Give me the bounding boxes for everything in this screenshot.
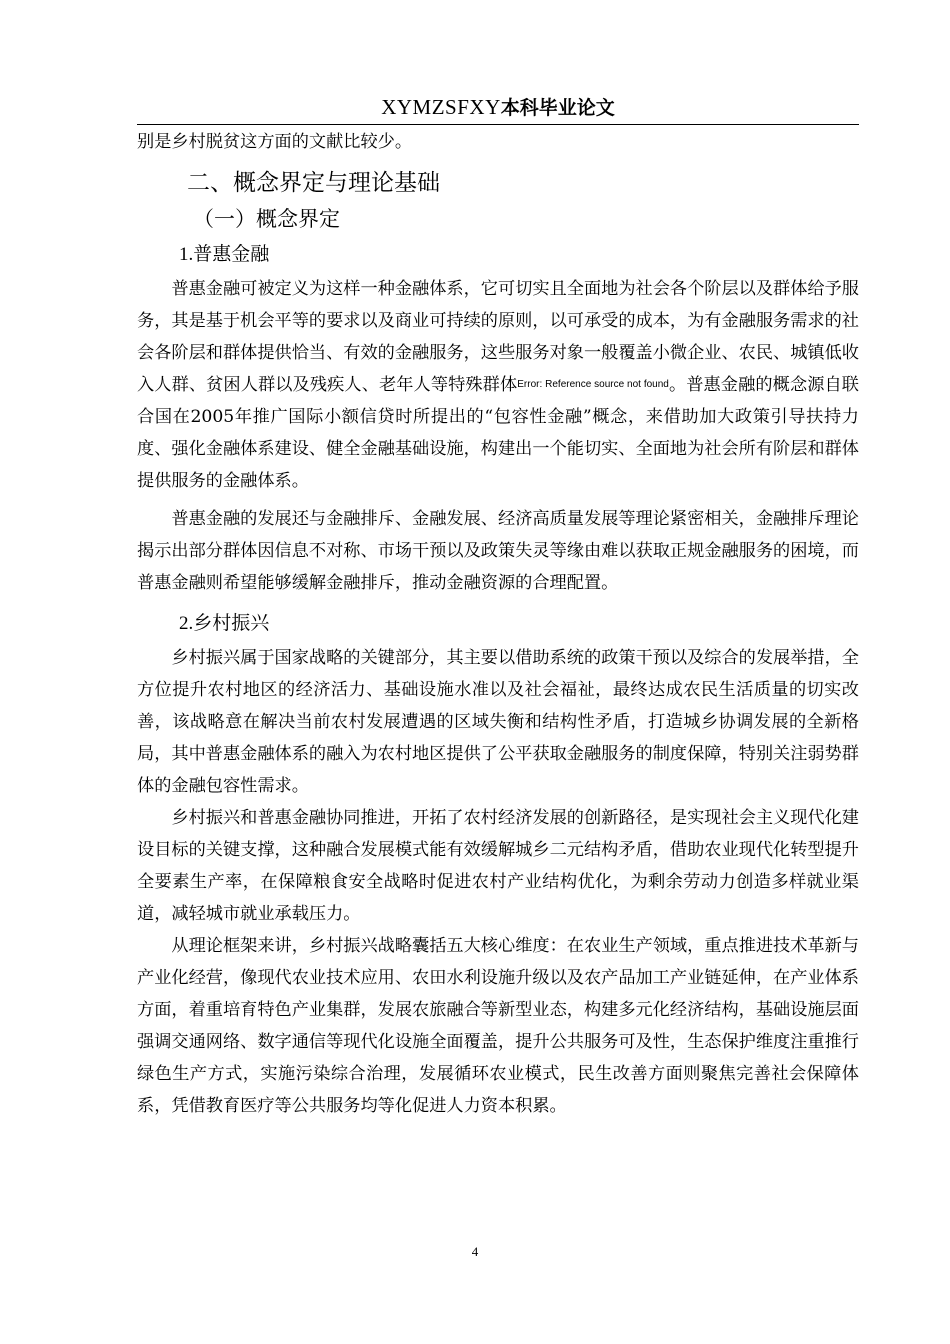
header-cjk: 本科毕业论文 bbox=[500, 97, 615, 119]
error-reference: Error: Reference source not found bbox=[517, 379, 669, 390]
item1-p1-text-a: 普惠金融可被定义为这样一种金融体系，它可切实且全面地为社会各个阶层以及群体给予服务，其是基于机会平等的要求以及商业可持续的原则，以可承受的成本，为有金融服务需求的社会各阶层和群体提供恰当、有效的金融服务，这些服务对象一般覆盖小微企业、农民、城镇低收入人群、贫困人群以及残疾人、老年人等特殊群体 bbox=[137, 279, 859, 395]
page-number: 4 bbox=[471, 1244, 479, 1259]
item1-paragraph-1 bbox=[137, 273, 859, 497]
intro-tail-paragraph: 别是乡村脱贫这方面的文献比较少。 bbox=[137, 132, 413, 152]
item1-heading bbox=[179, 236, 859, 273]
header-latin: XYMZSFXY bbox=[381, 95, 501, 119]
document-body bbox=[137, 126, 859, 1122]
item2-paragraph-3: 从理论框架来讲，乡村振兴战略囊括五大核心维度：在农业生产领域，重点推进技术革新与产业化经营，像现代农业技术应用、农田水利设施升级以及农产品加工产业链延伸，在产业体系方面，着重培育特色产业集群，发展农旅融合等新型业态，构建多元化经济结构，基础设施层面强调交通网络、数字通信等现代化设施全面覆盖，提升公共服务可及性，生态保护维度注重推行绿色生产方式，实施污染综合治理，发展循环农业模式，民生改善方面则聚焦完善社会保障体系，凭借教育医疗等公共服务均等化促进人力资本积累。 bbox=[137, 936, 859, 1116]
subsection-title: （一）概念界定 bbox=[193, 207, 340, 231]
section-title: 二、概念界定与理论基础 bbox=[187, 170, 440, 196]
item2-paragraph-2: 乡村振兴和普惠金融协同推进，开拓了农村经济发展的创新路径，是实现社会主义现代化建设目标的关键支撑，这种融合发展模式能有效缓解城乡二元结构矛盾，借助农业现代化转型提升全要素生产率，在保障粮食安全战略时促进农村产业结构优化，为剩余劳动力创造多样就业渠道，减轻城市就业承载压力。 bbox=[137, 808, 859, 924]
item1-title: 普惠金融 bbox=[193, 243, 270, 265]
item1-number: 1. bbox=[179, 244, 194, 265]
item2-title: 乡村振兴 bbox=[193, 612, 270, 634]
item1-p1-text-b: 。普惠金融的概念源自联合国在2005年推广国际小额信贷时所提出的“包容性金融”概念，来借助加大政策引导扶持力度、强化金融体系建设、健全金融基础设施，构建出一个能切实、全面地为社会所有阶层和群体提供服务的金融体系。 bbox=[137, 375, 859, 491]
item1-paragraph-2: 普惠金融的发展还与金融排斥、金融发展、经济高质量发展等理论紧密相关，金融排斥理论揭示出部分群体因信息不对称、市场干预以及政策失灵等缘由难以获取正规金融服务的困境，而普惠金融则希望能够缓解金融排斥，推动金融资源的合理配置。 bbox=[137, 509, 859, 593]
page-header bbox=[137, 92, 859, 125]
item2-number: 2. bbox=[179, 613, 194, 634]
item2-paragraph-1: 乡村振兴属于国家战略的关键部分，其主要以借助系统的政策干预以及综合的发展举措，全方位提升农村地区的经济活力、基础设施水准以及社会福祉，最终达成农民生活质量的切实改善，该战略意在解决当前农村发展遭遇的区域失衡和结构性矛盾，打造城乡协调发展的全新格局，其中普惠金融体系的融入为农村地区提供了公平获取金融服务的制度保障，特别关注弱势群体的金融包容性需求。 bbox=[137, 648, 859, 796]
item2-heading bbox=[179, 605, 859, 642]
